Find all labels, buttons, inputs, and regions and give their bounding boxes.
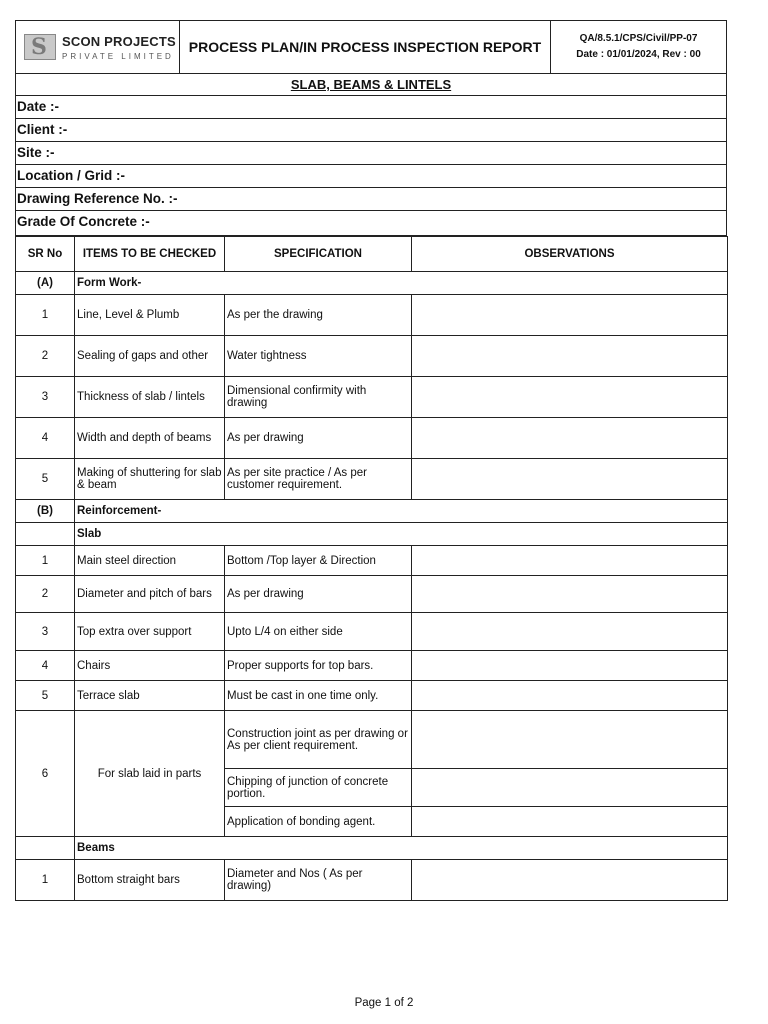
observation-cell[interactable] [412,807,728,837]
item-cell: Main steel direction [75,546,225,576]
logo-icon: S [22,30,58,64]
spec-cell: As per site practice / As per customer requirement. [225,459,412,500]
subsection-title: Slab [75,523,728,546]
section-title: Form Work- [75,272,728,295]
location-field[interactable]: Location / Grid :- [15,165,727,188]
column-header-specification: SPECIFICATION [225,237,412,272]
observation-cell[interactable] [412,860,728,901]
sr-cell: 2 [16,336,75,377]
company-name: SCON PROJECTS [62,33,176,49]
empty-cell [16,837,75,860]
observation-cell[interactable] [412,377,728,418]
subsection-title: Beams [75,837,728,860]
observation-cell[interactable] [412,546,728,576]
observation-cell[interactable] [412,613,728,651]
section-label: (A) [16,272,75,295]
table-row [16,651,728,681]
company-subtitle: PRIVATE LIMITED [62,51,174,61]
spec-cell: Application of bonding agent. [225,807,412,837]
spec-cell: Water tightness [225,336,412,377]
section-label: (B) [16,500,75,523]
observation-cell[interactable] [412,295,728,336]
table-row [16,681,728,711]
report-title: PROCESS PLAN/IN PROCESS INSPECTION REPORT [180,21,551,73]
table-row [16,336,728,377]
subtitle-text: SLAB, BEAMS & LINTELS [290,77,452,92]
item-cell: Chairs [75,651,225,681]
section-row-reinforcement [16,500,728,523]
sr-cell: 2 [16,576,75,613]
spec-cell: As per drawing [225,418,412,459]
sr-cell: 5 [16,681,75,711]
item-cell: For slab laid in parts [75,711,225,837]
sr-cell: 3 [16,377,75,418]
subsection-row-slab [16,523,728,546]
spec-cell: Diameter and Nos ( As per drawing) [225,860,412,901]
sr-cell: 6 [16,711,75,837]
site-field[interactable]: Site :- [15,142,727,165]
sr-cell: 3 [16,613,75,651]
spec-cell: Dimensional confirmity with drawing [225,377,412,418]
table-row [16,576,728,613]
spec-cell: As per the drawing [225,295,412,336]
observation-cell[interactable] [412,711,728,769]
sr-cell: 4 [16,418,75,459]
report-header [15,20,727,74]
spec-cell: Must be cast in one time only. [225,681,412,711]
reference-date: Date : 01/01/2024, Rev : 00 [576,49,701,60]
table-row [16,711,728,769]
sr-cell: 1 [16,546,75,576]
table-row [16,459,728,500]
table-row [16,418,728,459]
spec-cell: Upto L/4 on either side [225,613,412,651]
table-row [16,377,728,418]
spec-cell: Chipping of junction of concrete portion. [225,769,412,807]
date-field[interactable]: Date :- [15,96,727,119]
spec-cell: As per drawing [225,576,412,613]
inspection-report-sheet [15,20,727,901]
drawing-reference-field[interactable]: Drawing Reference No. :- [15,188,727,211]
item-cell: Width and depth of beams [75,418,225,459]
sr-cell: 1 [16,860,75,901]
inspection-table [15,236,728,901]
reference-code: QA/8.5.1/CPS/Civil/PP-07 [579,33,698,44]
item-cell: Top extra over support [75,613,225,651]
observation-cell[interactable] [412,459,728,500]
observation-cell[interactable] [412,576,728,613]
column-header-items: ITEMS TO BE CHECKED [75,237,225,272]
sr-cell: 1 [16,295,75,336]
sr-cell: 4 [16,651,75,681]
observation-cell[interactable] [412,336,728,377]
item-cell: Making of shuttering for slab & beam [75,459,225,500]
client-field[interactable]: Client :- [15,119,727,142]
item-cell: Terrace slab [75,681,225,711]
item-cell: Diameter and pitch of bars [75,576,225,613]
empty-cell [16,523,75,546]
spec-cell: Bottom /Top layer & Direction [225,546,412,576]
item-cell: Sealing of gaps and other [75,336,225,377]
concrete-grade-field[interactable]: Grade Of Concrete :- [15,211,727,236]
column-header-observations: OBSERVATIONS [412,237,728,272]
spec-cell: Construction joint as per drawing or As per client requirement. [225,711,412,769]
observation-cell[interactable] [412,681,728,711]
item-cell: Line, Level & Plumb [75,295,225,336]
table-row [16,613,728,651]
subsection-row-beams [16,837,728,860]
company-logo [16,21,180,73]
observation-cell[interactable] [412,769,728,807]
sr-cell: 5 [16,459,75,500]
table-row [16,295,728,336]
page-number: Page 1 of 2 [354,997,414,1009]
report-subtitle [15,74,727,96]
section-title: Reinforcement- [75,500,728,523]
table-row [16,860,728,901]
table-row [16,546,728,576]
item-cell: Bottom straight bars [75,860,225,901]
section-row-form-work [16,272,728,295]
spec-cell: Proper supports for top bars. [225,651,412,681]
observation-cell[interactable] [412,418,728,459]
observation-cell[interactable] [412,651,728,681]
document-reference [551,21,726,73]
column-header-sr: SR No [16,237,75,272]
item-cell: Thickness of slab / lintels [75,377,225,418]
